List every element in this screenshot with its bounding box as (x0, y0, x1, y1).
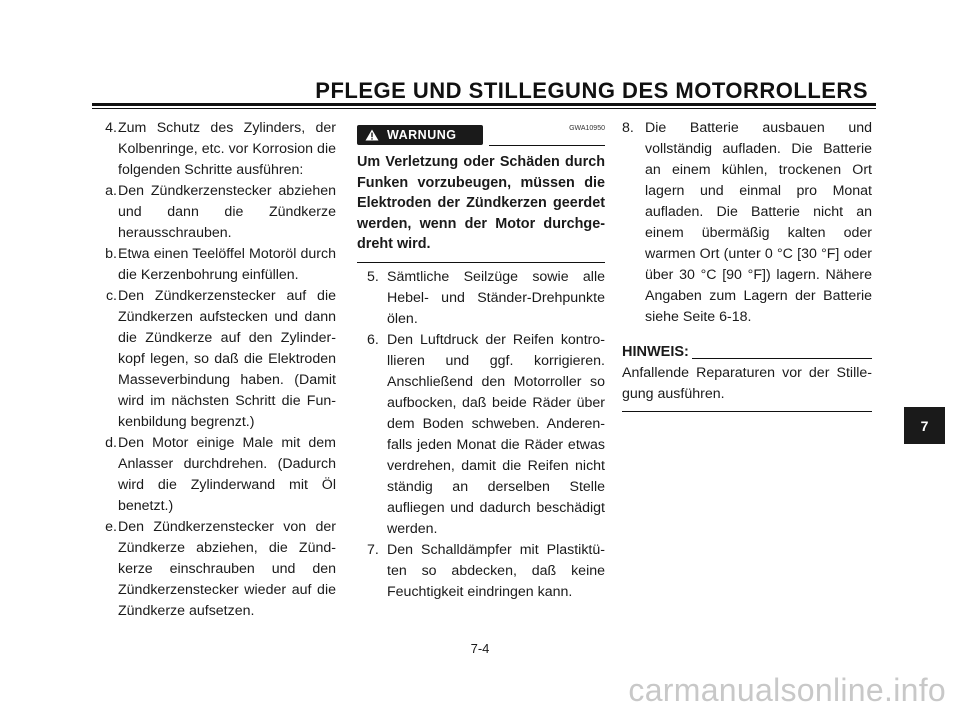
column-right (622, 118, 872, 412)
item-label: e. (105, 519, 117, 535)
item-label: 5. (367, 268, 379, 285)
item-text: Den Motor einige Male mit dem Anlasser durchdrehen. (Dadurch wird die Zylinderwand mit Öl benetzt.) (118, 435, 336, 514)
warning-badge (357, 125, 483, 145)
column-middle (357, 122, 605, 603)
column-left (72, 118, 336, 622)
warning-code: GWA10950 (569, 125, 605, 132)
hinweis-label: HINWEIS: (622, 344, 689, 360)
item-label: 7. (367, 541, 379, 558)
watermark: carmanualsonline.info (628, 672, 946, 708)
item-label: a. (105, 183, 117, 199)
item-text: Sämtliche Seilzüge sowie alle Hebel- und Ständer-Drehpunkte ölen. (387, 268, 605, 327)
item-text: Den Luftdruck der Reifen kontrollieren und ggf. korrigieren. Anschließend den Motorroller so aufbocken, daß beide Räder über dem Boden schweben. Anderenfalls jeden Monat die Räder etwas verdrehen, damit die Reifen nicht ständig an derselben Stelle aufliegen und dadurch beschädigt werden. (387, 331, 605, 537)
item-label: 6. (367, 331, 379, 348)
hinweis-header (622, 342, 872, 363)
item-label: c. (105, 288, 117, 304)
hinweis-text: Anfallende Reparaturen vor der Stillegung ausführen. (622, 363, 872, 412)
chapter-tab: 7 (904, 407, 945, 444)
warning-rule (489, 145, 605, 146)
list-item (72, 433, 336, 517)
header-rule (92, 103, 876, 106)
list-item (72, 244, 336, 286)
item-text: Die Batterie ausbauen und vollständig aufladen. Die Batterie an einem kühlen, trockenen Ort lagern und einmal pro Monat aufladen. Die Batterie nicht an einem übermäßig kalten oder warmen Ort (unter 0 °C [30 °F] oder über 30 °C [90 °F]) lagern. Nähere Angaben zum Lagern der Batterie siehe Seite 6-18. (645, 120, 872, 325)
list-item (357, 330, 605, 540)
list-item (357, 267, 605, 330)
item-label: d. (105, 435, 117, 451)
warning-header (357, 122, 605, 146)
header-rule-thin (92, 108, 876, 109)
item-label: b. (105, 246, 117, 262)
list-item (72, 517, 336, 622)
item-text: Den Zündkerzenstecker abziehen und dann die Zündkerze herausschrauben. (118, 183, 336, 241)
list-item (72, 181, 336, 244)
item-label: 8. (622, 120, 634, 136)
warning-triangle-icon (365, 129, 379, 141)
warning-label: WARNUNG (387, 127, 457, 142)
item-text: Etwa einen Teelöffel Motoröl durch die Kerzenbohrung einfüllen. (118, 246, 336, 283)
item-text: Den Schalldämpfer mit Plastiktüten so abdecken, daß keine Feuchtigkeit eindringen kann. (387, 541, 605, 600)
page-number: 7-4 (470, 641, 490, 656)
list-item (357, 540, 605, 603)
item-text: Den Zündkerzenstecker von der Zündkerze abziehen, die Zündkerze einschrauben und den Zündkerzenstecker wieder auf die Zündkerze aufsetzen. (118, 519, 336, 619)
item-label: 4. (105, 120, 117, 136)
item-text: Den Zündkerzenstecker auf die Zündkerzen aufstecken und dann die Zündkerze auf den Zylinderkopf legen, so daß die Elektroden Masseverbindung haben. (Damit wird im nächsten Schritt die Funkenbildung begrenzt.) (118, 288, 336, 430)
page-header-title: PFLEGE UND STILLEGUNG DES MOTORROLLERS (315, 78, 868, 103)
item-text: Zum Schutz des Zylinders, der Kolbenringe, etc. vor Korrosion die folgenden Schritte ausführen: (118, 120, 336, 178)
list-item (72, 118, 336, 181)
hinweis-rule (692, 358, 872, 359)
list-item (72, 286, 336, 433)
list-item (622, 118, 872, 328)
warning-text: Um Verletzung oder Schäden durch Funken vorzubeugen, müssen die Elektroden der Zündkerzen geerdet werden, wenn der Motor durchgedreht wird. (357, 152, 605, 263)
